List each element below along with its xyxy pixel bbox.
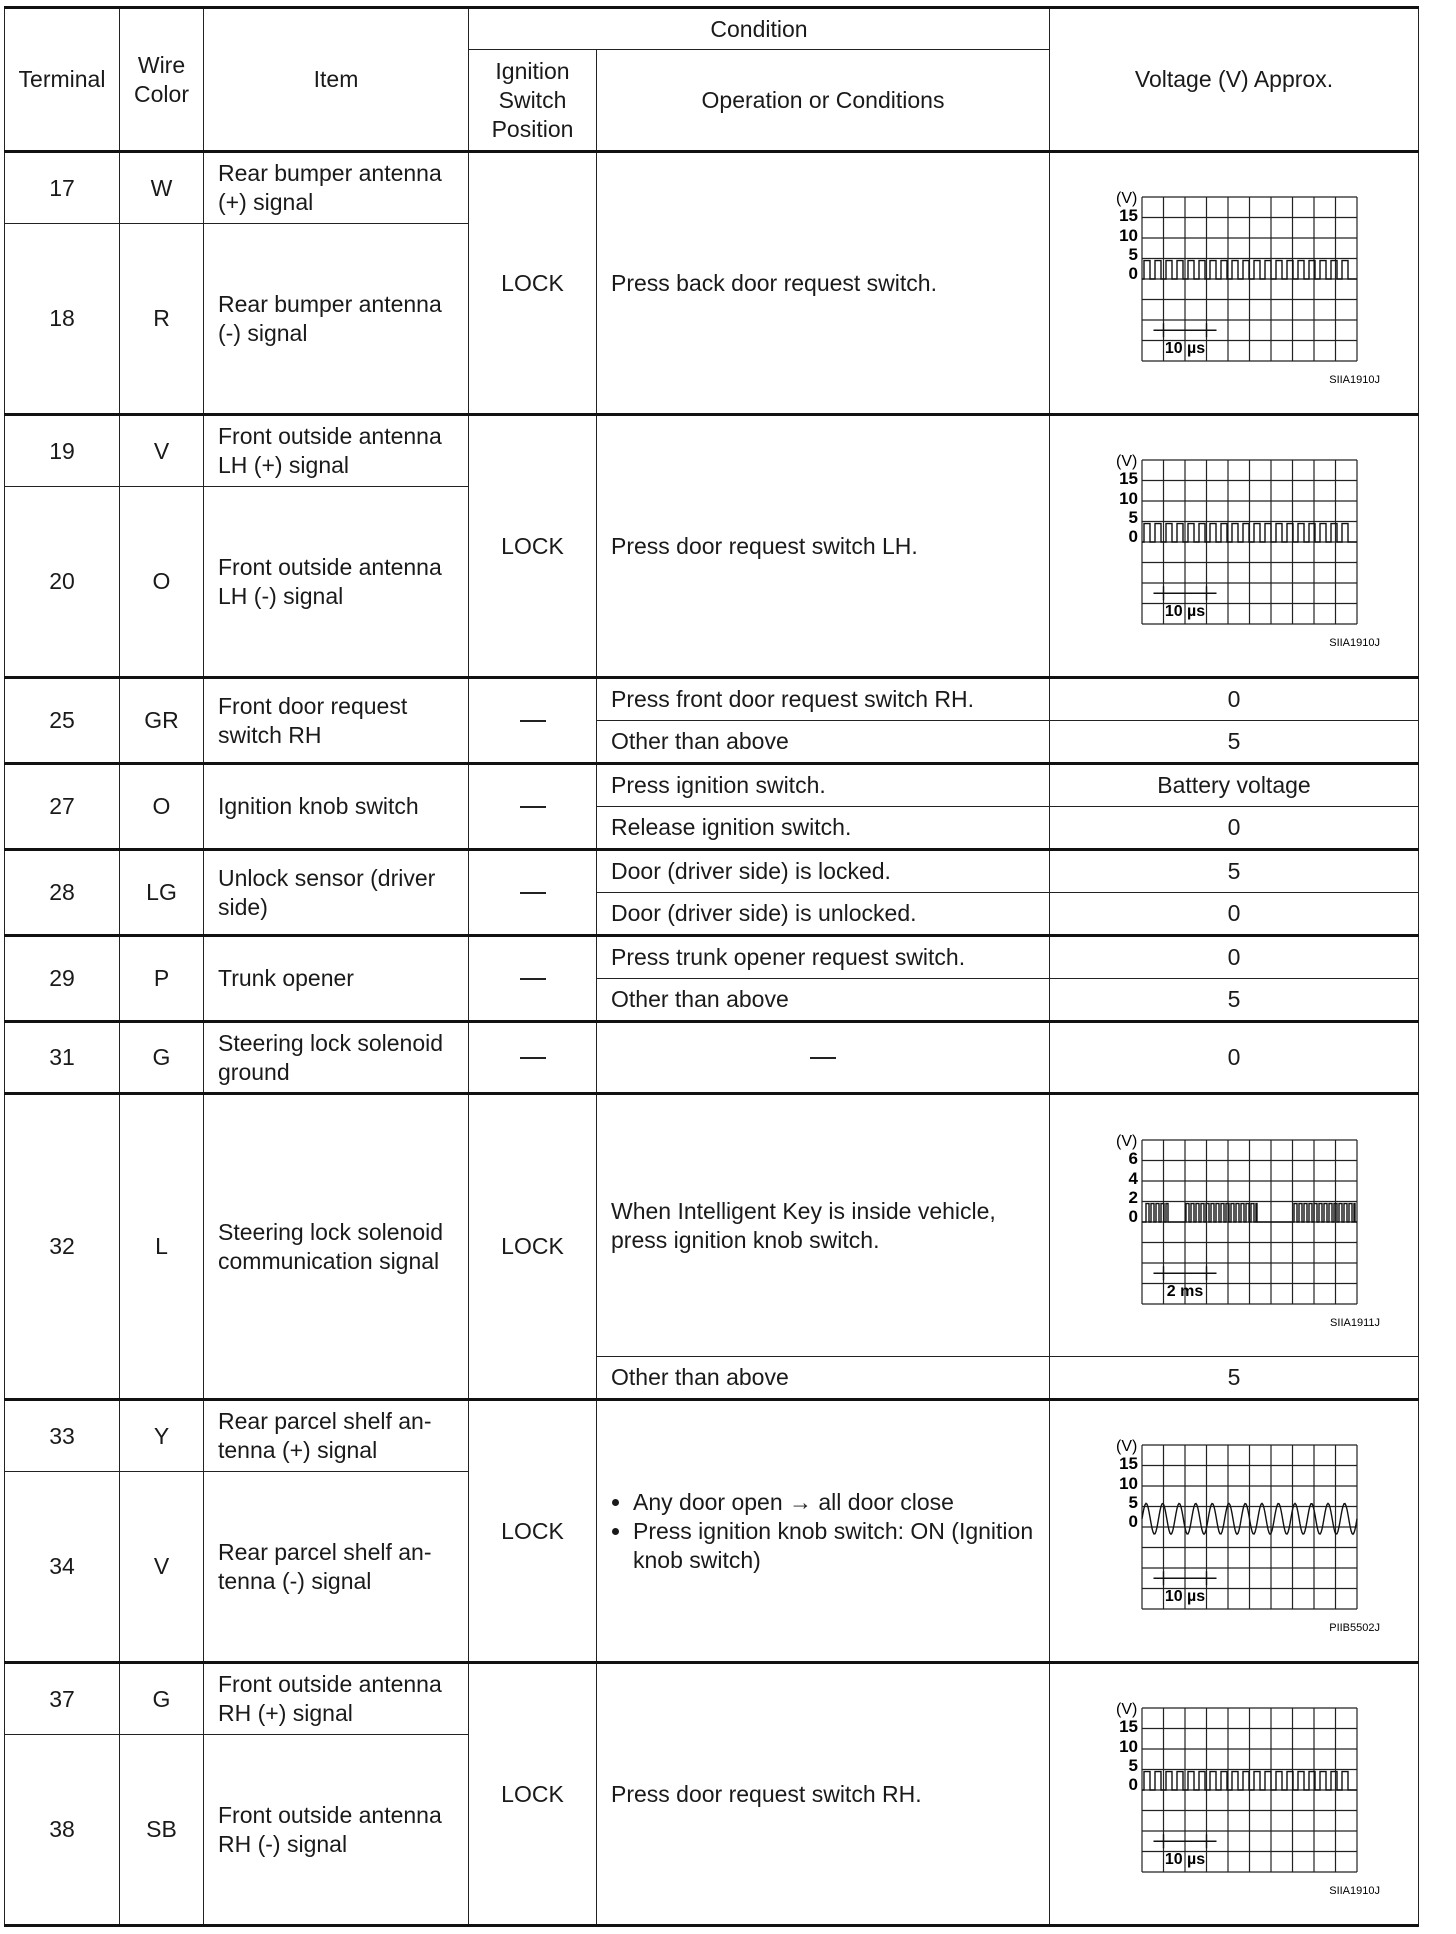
tick-label: 15 — [1119, 469, 1138, 488]
waveform-cell — [1050, 1663, 1419, 1926]
tick-label: 0 — [1128, 1512, 1138, 1531]
operation-cell: Door (driver side) is locked. — [597, 850, 1050, 893]
wire-color-cell: P — [120, 936, 204, 1022]
item-cell: Rear parcel shelf an-tenna (-) signal — [204, 1472, 469, 1663]
axis-unit-label: (V) — [1116, 1132, 1138, 1150]
tick-label: 10 — [1119, 226, 1138, 245]
wire-color-cell: G — [120, 1663, 204, 1735]
terminal-cell: 33 — [5, 1400, 120, 1472]
terminal-cell: 37 — [5, 1663, 120, 1735]
dash-mark — [520, 806, 546, 808]
waveform-chart — [1084, 440, 1384, 652]
terminal-cell: 25 — [5, 678, 120, 764]
tick-label: 0 — [1128, 264, 1138, 283]
header-ignition-switch-position: Ignition Switch Position — [469, 50, 597, 152]
time-scale-label: 10 µs — [1164, 602, 1206, 620]
operation-cell: Press trunk opener request switch. — [597, 936, 1050, 979]
list-item: • Any door open → all door close — [633, 1488, 1049, 1517]
figure-code-label: PIIB5502J — [1329, 1622, 1380, 1634]
header-operation-conditions: Operation or Conditions — [597, 50, 1050, 152]
wire-color-cell: V — [120, 1472, 204, 1663]
operation-cell: Door (driver side) is unlocked. — [597, 893, 1050, 936]
terminal-cell: 17 — [5, 152, 120, 224]
list-item: • Press ignition knob switch: ON (Ignition knob switch) — [633, 1517, 1049, 1575]
operation-cell: Press door request switch LH. — [597, 415, 1050, 678]
wire-color-cell: L — [120, 1094, 204, 1400]
dash-mark — [520, 978, 546, 980]
time-scale-label: 10 µs — [1164, 1587, 1206, 1605]
tick-label: 6 — [1128, 1148, 1138, 1168]
tick-label: 15 — [1119, 206, 1138, 225]
ignition-position-cell — [469, 850, 597, 936]
figure-code-label: SIIA1910J — [1329, 1885, 1380, 1897]
header-condition: Condition — [469, 8, 1050, 50]
dash-mark — [810, 1057, 836, 1059]
tick-label: 5 — [1128, 1493, 1138, 1512]
operation-cell: Press door request switch RH. — [597, 1663, 1050, 1926]
wire-color-cell: W — [120, 152, 204, 224]
time-scale-label: 2 ms — [1166, 1282, 1204, 1300]
axis-unit-label: (V) — [1116, 1438, 1138, 1455]
tick-label: 4 — [1128, 1168, 1138, 1188]
terminal-cell: 31 — [5, 1022, 120, 1094]
item-cell: Rear bumper antenna (+) signal — [204, 152, 469, 224]
item-cell: Front outside antenna RH (-) signal — [204, 1735, 469, 1926]
terminal-cell: 34 — [5, 1472, 120, 1663]
operation-cell: Other than above — [597, 1357, 1050, 1400]
waveform-trace — [1142, 1772, 1357, 1790]
terminal-cell: 32 — [5, 1094, 120, 1400]
operation-cell: Press front door request switch RH. — [597, 678, 1050, 721]
operation-cell: Release ignition switch. — [597, 807, 1050, 850]
item-cell: Front outside antenna RH (+) signal — [204, 1663, 469, 1735]
waveform-cell — [1050, 415, 1419, 678]
table-row — [5, 850, 1419, 893]
terminal-cell: 38 — [5, 1735, 120, 1926]
operation-cell: Other than above — [597, 721, 1050, 764]
figure-code-label: SIIA1911J — [1330, 1316, 1380, 1329]
voltage-cell: 0 — [1050, 936, 1419, 979]
table-row — [5, 152, 1419, 224]
operation-cell — [597, 1022, 1050, 1094]
item-cell: Steering lock solenoid ground — [204, 1022, 469, 1094]
waveform-cell — [1050, 152, 1419, 415]
ignition-position-cell — [469, 1022, 597, 1094]
tick-label: 0 — [1128, 1775, 1138, 1794]
item-cell: Front outside antenna LH (-) signal — [204, 487, 469, 678]
tick-label: 15 — [1119, 1454, 1138, 1473]
terminal-cell: 29 — [5, 936, 120, 1022]
tick-label: 10 — [1119, 489, 1138, 508]
waveform-trace — [1142, 261, 1357, 279]
voltage-cell: 0 — [1050, 893, 1419, 936]
axis-unit-label: (V) — [1116, 190, 1138, 207]
waveform-cell — [1050, 1094, 1419, 1357]
table-row — [5, 1663, 1419, 1735]
header-wire-color: Wire Color — [120, 8, 204, 152]
wire-color-cell: V — [120, 415, 204, 487]
table-row — [5, 1400, 1419, 1472]
time-scale-label: 10 µs — [1164, 1850, 1206, 1868]
item-cell: Unlock sensor (driver side) — [204, 850, 469, 936]
header-voltage: Voltage (V) Approx. — [1050, 8, 1419, 152]
voltage-cell: 5 — [1050, 850, 1419, 893]
item-cell: Steering lock solenoid communication signal — [204, 1094, 469, 1400]
voltage-cell: 5 — [1050, 1357, 1419, 1400]
dash-mark — [520, 892, 546, 894]
table-row — [5, 764, 1419, 807]
axis-unit-label: (V) — [1116, 453, 1138, 470]
figure-code-label: SIIA1910J — [1329, 637, 1380, 649]
terminal-cell: 18 — [5, 224, 120, 415]
voltage-cell: 0 — [1050, 1022, 1419, 1094]
ignition-position-cell: LOCK — [469, 152, 597, 415]
voltage-cell: 5 — [1050, 979, 1419, 1022]
ignition-position-cell: LOCK — [469, 1094, 597, 1400]
ignition-position-cell: LOCK — [469, 1400, 597, 1663]
dash-mark — [520, 720, 546, 722]
item-cell: Rear bumper antenna (-) signal — [204, 224, 469, 415]
condition-bullet-list — [611, 1488, 1049, 1575]
ignition-position-cell — [469, 936, 597, 1022]
waveform-chart — [1084, 1425, 1384, 1637]
tick-label: 0 — [1128, 1206, 1138, 1226]
ignition-position-cell: LOCK — [469, 1663, 597, 1926]
item-cell: Front door request switch RH — [204, 678, 469, 764]
tick-label: 5 — [1128, 508, 1138, 527]
ignition-position-cell — [469, 678, 597, 764]
axis-unit-label: (V) — [1116, 1701, 1138, 1718]
ignition-position-cell: LOCK — [469, 415, 597, 678]
wire-color-cell: O — [120, 764, 204, 850]
table-row — [5, 936, 1419, 979]
voltage-cell: 5 — [1050, 721, 1419, 764]
operation-cell — [597, 1400, 1050, 1663]
item-cell: Front outside antenna LH (+) signal — [204, 415, 469, 487]
operation-cell: Press ignition switch. — [597, 764, 1050, 807]
wire-color-cell: SB — [120, 1735, 204, 1926]
waveform-trace — [1142, 1203, 1357, 1221]
time-scale-label: 10 µs — [1164, 339, 1206, 357]
item-cell: Rear parcel shelf an-tenna (+) signal — [204, 1400, 469, 1472]
item-cell: Ignition knob switch — [204, 764, 469, 850]
tick-label: 15 — [1119, 1717, 1138, 1736]
tick-label: 0 — [1128, 527, 1138, 546]
tick-label: 5 — [1128, 245, 1138, 264]
table-row — [5, 415, 1419, 487]
wire-color-cell: O — [120, 487, 204, 678]
waveform-chart — [1084, 177, 1384, 389]
tick-label: 10 — [1119, 1737, 1138, 1756]
table-row — [5, 1022, 1419, 1094]
voltage-cell: 0 — [1050, 807, 1419, 850]
wire-color-cell: GR — [120, 678, 204, 764]
waveform-cell — [1050, 1400, 1419, 1663]
operation-cell: Other than above — [597, 979, 1050, 1022]
wire-color-cell: LG — [120, 850, 204, 936]
table-row — [5, 678, 1419, 721]
table-row — [5, 1094, 1419, 1357]
waveform-chart — [1084, 1120, 1384, 1332]
figure-code-label: SIIA1910J — [1329, 374, 1380, 386]
tick-label: 5 — [1128, 1756, 1138, 1775]
operation-cell: Press back door request switch. — [597, 152, 1050, 415]
wire-color-cell: Y — [120, 1400, 204, 1472]
voltage-cell: 0 — [1050, 678, 1419, 721]
terminal-cell: 20 — [5, 487, 120, 678]
header-terminal: Terminal — [5, 8, 120, 152]
wire-color-cell: R — [120, 224, 204, 415]
terminal-cell: 28 — [5, 850, 120, 936]
waveform-trace — [1142, 524, 1357, 542]
tick-label: 2 — [1128, 1187, 1138, 1207]
ignition-position-cell — [469, 764, 597, 850]
tick-label: 10 — [1119, 1474, 1138, 1493]
voltage-cell: Battery voltage — [1050, 764, 1419, 807]
waveform-chart — [1084, 1688, 1384, 1900]
wire-color-cell: G — [120, 1022, 204, 1094]
item-cell: Trunk opener — [204, 936, 469, 1022]
terminal-voltage-table — [4, 6, 1419, 1927]
operation-cell: When Intelligent Key is inside vehicle, press ignition knob switch. — [597, 1094, 1050, 1357]
terminal-cell: 27 — [5, 764, 120, 850]
header-item: Item — [204, 8, 469, 152]
dash-mark — [520, 1057, 546, 1059]
terminal-cell: 19 — [5, 415, 120, 487]
